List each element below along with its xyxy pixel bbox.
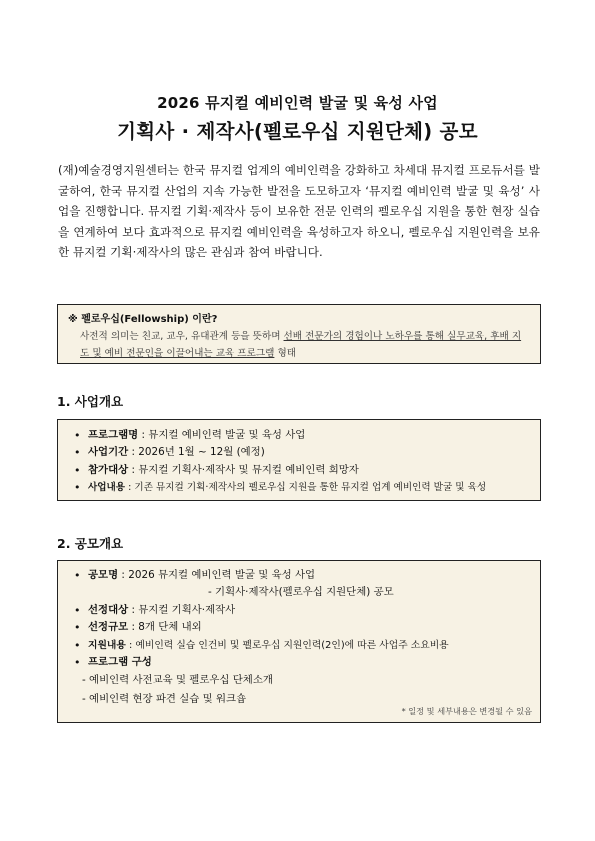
item-label: 프로그램명 [88,429,139,441]
list-item [72,444,526,461]
item-value: 2026 뮤지컬 예비인력 발굴 및 육성 사업 [128,569,316,581]
item-label: 사업기간 [88,446,129,459]
item-label: 선정규모 [88,621,129,634]
item-value: 뮤지컬 예비인력 발굴 및 육성 사업 [148,429,306,441]
item-value: 뮤지컬 기획사·제작사 [138,603,236,616]
item-sep: : [128,463,139,476]
bullet: • [74,569,81,582]
overview-box [57,419,541,501]
fellowship-definition [68,328,530,362]
item-value: 8개 단체 내외 [138,621,202,634]
list-item [72,427,526,444]
section-title-recruitment: 2. 공모개요 [57,536,124,551]
bullet: • [74,429,81,442]
list-item [72,462,526,479]
recruitment-box [57,560,541,723]
item-value: 2026년 1월 ~ 12월 (예정) [138,446,265,459]
bullet: • [74,656,81,670]
intro-paragraph: (재)예술경영지원센터는 한국 뮤지컬 업계의 예비인력을 강화하고 차세대 뮤지컬 프로듀서를 발굴하여, 한국 뮤지컬 산업의 지속 가능한 발전을 도모하고자 ‘뮤지컬 예비인력 발굴 및 육성’ 사업을 진행합니다. 뮤지컬 기획·제작사 등이 보유한 전문 인력의 펠로우십 지원을 통한 현장 실습을 연계하여 보다 효과적으로 뮤지컬 예비인력을 육성하고자 하오니, 펠로우십 지원인력을 보유한 뮤지컬 기획·제작사의 많은 관심과 참여 바랍니다. [58,163,540,260]
item-sep: : [128,621,139,634]
program-sub-item: - 예비인력 사전교육 및 펠로우십 단체소개 [82,674,273,687]
item-sep: : [125,482,135,494]
note-marker: ※ [68,314,78,325]
item-sep: : [128,446,139,459]
item-label: 프로그램 구성 [88,656,152,669]
item-sep: : [128,603,139,616]
list-item [72,654,526,671]
item-label: 선정대상 [88,603,129,616]
list-item [72,619,526,636]
intro-text [58,160,540,263]
bullet: • [74,463,81,477]
fellowship-def-underlined: 선배 전문가의 경험이나 노하우를 통해 실무교육, 후배 지도 및 예비 전문인을 이끌어내는 교육 프로그램 [80,331,522,359]
bullet: • [74,481,81,495]
fellowship-heading [68,310,530,325]
fellowship-def-plain: 사전적 의미는 친교, 교우, 유대관계 등을 뜻하며 [80,331,284,342]
item-label: 지원내용 [88,639,126,651]
item-label: 참가대상 [88,463,129,476]
item-label: 사업내용 [88,482,126,494]
item-label: 공모명 [88,569,119,581]
bullet: • [74,621,81,635]
fellowship-heading-text: 펠로우십(Fellowship) 이란? [81,314,218,325]
change-notice: * 일정 및 세부내용은 변경될 수 있음 [401,706,532,716]
item-sep: : [138,429,149,441]
section-title-overview: 1. 사업개요 [57,394,124,409]
list-item [72,567,526,584]
program-sub-item: - 예비인력 현장 파견 실습 및 워크숍 [82,692,247,705]
list-item [72,602,526,619]
title-continuation: - 기획사·제작사(펠로우십 지원단체) 공모 [208,586,394,599]
list-item [72,479,526,496]
list-item [72,637,526,654]
item-value: 뮤지컬 기획사·제작사 및 뮤지컬 예비인력 희망자 [138,463,359,476]
item-value: 예비인력 실습 인건비 및 펠로우십 지원인력(2인)에 따른 사업주 소요비용 [135,639,449,651]
item-sep: : [118,569,129,581]
item-value: 기존 뮤지컬 기획·제작사의 펠로우십 지원을 통한 뮤지컬 업계 예비인력 발굴 및 육성 [134,482,487,494]
fellowship-def-tail: 형태 [274,348,296,359]
bullet: • [74,603,81,617]
item-sep: : [125,639,136,651]
fellowship-definition-box [57,304,541,364]
page-title: 기획사 · 제작사(펠로우십 지원단체) 공모 [117,120,478,143]
bullet: • [74,446,81,460]
page-subtitle: 2026 뮤지컬 예비인력 발굴 및 육성 사업 [157,94,438,112]
bullet: • [74,638,81,652]
